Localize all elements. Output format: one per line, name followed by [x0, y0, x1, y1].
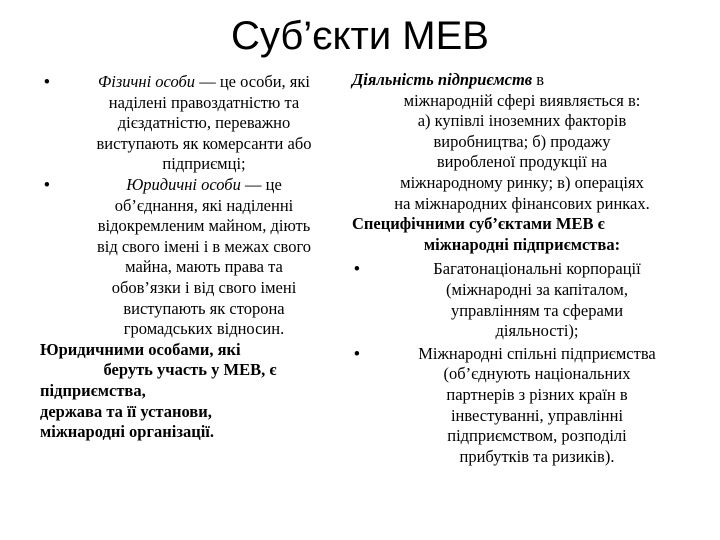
legal-entities-term: Юридичні особи: [126, 174, 241, 194]
joint-ventures-text: [382, 344, 692, 468]
legal-entities-line: виступають як сторона: [123, 298, 285, 318]
left-column: [40, 72, 340, 443]
activity-line: а) купівлі іноземних факторів: [417, 111, 627, 131]
activity-line: на міжнародних фінансових ринках.: [394, 193, 650, 213]
individuals-line: наділені правоздатністю та: [108, 92, 300, 112]
individuals-text: [68, 72, 340, 175]
individuals-line: дієздатністю, переважно: [117, 113, 291, 133]
summary-line: міжнародні організації.: [40, 422, 214, 442]
slide-title: Суб’єкти МЕВ: [231, 14, 489, 58]
legal-entities-line: від свого імені і в межах свого: [96, 236, 312, 256]
bullet-multinational-corporations: [352, 259, 692, 341]
heading-line: Специфічними суб’єктами МЕВ є: [352, 214, 605, 234]
bullet-dot: •: [44, 73, 50, 91]
legal-entities-line: об’єднання, які наділенні: [114, 195, 294, 215]
individuals-line: — це особи, які: [195, 72, 310, 91]
joint-ventures-line: Міжнародні спільні підприємства: [418, 343, 656, 363]
bullet-dot: •: [354, 260, 360, 279]
summary-line: Юридичними особами, які: [40, 339, 241, 359]
joint-ventures-line: прибутків та ризиків).: [459, 446, 615, 466]
legal-entities-line: майна, мають права та: [125, 257, 283, 277]
multinational-line: управлінням та сферами: [450, 300, 624, 320]
legal-entities-summary: [40, 340, 340, 443]
summary-line: беруть участь у МЕВ, є: [103, 360, 277, 380]
activity-line: в: [532, 70, 545, 89]
bullet-joint-ventures: [352, 344, 692, 468]
bullet-legal-entities: [40, 175, 340, 340]
legal-entities-line: громадських відносин.: [123, 319, 285, 339]
bullet-individuals: [40, 72, 340, 175]
individuals-term: Фізичні особи: [98, 72, 196, 91]
activity-term: Діяльність підприємств: [352, 70, 533, 89]
bullet-dot: •: [354, 344, 360, 363]
activity-paragraph: [352, 70, 692, 214]
legal-entities-line: відокремленим майном, діють: [97, 216, 311, 236]
activity-line: міжнародній сфері виявляється в:: [403, 90, 641, 110]
legal-entities-text: [68, 175, 340, 340]
joint-ventures-line: підприємством, розподілі: [447, 426, 627, 446]
individuals-line: підприємці;: [162, 154, 246, 174]
multinational-text: [382, 259, 692, 341]
multinational-line: (міжнародні за капіталом,: [446, 279, 628, 299]
specific-subjects-heading: [352, 214, 692, 255]
activity-line: виробництва; б) продажу: [433, 131, 611, 151]
individuals-line: виступають як комерсанти або: [96, 133, 312, 153]
joint-ventures-line: інвестуванні, управлінні: [450, 405, 624, 425]
summary-line: підприємства,: [40, 380, 146, 400]
joint-ventures-line: партнерів з різних країн в: [446, 384, 628, 404]
activity-line: міжнародному ринку; в) операціях: [400, 172, 644, 192]
right-column: [352, 70, 692, 467]
bullet-dot: •: [44, 175, 50, 194]
legal-entities-line: — це: [240, 174, 282, 194]
activity-line: виробленої продукції на: [436, 152, 608, 172]
heading-line: міжнародні підприємства:: [423, 234, 621, 254]
summary-line: держава та її установи,: [40, 401, 212, 421]
joint-ventures-line: (об’єднують національних: [443, 364, 631, 384]
multinational-line: Багатонаціональні корпорації: [433, 259, 641, 279]
multinational-line: діяльності);: [495, 321, 579, 341]
legal-entities-line: обов’язки і від свого імені: [111, 277, 297, 297]
